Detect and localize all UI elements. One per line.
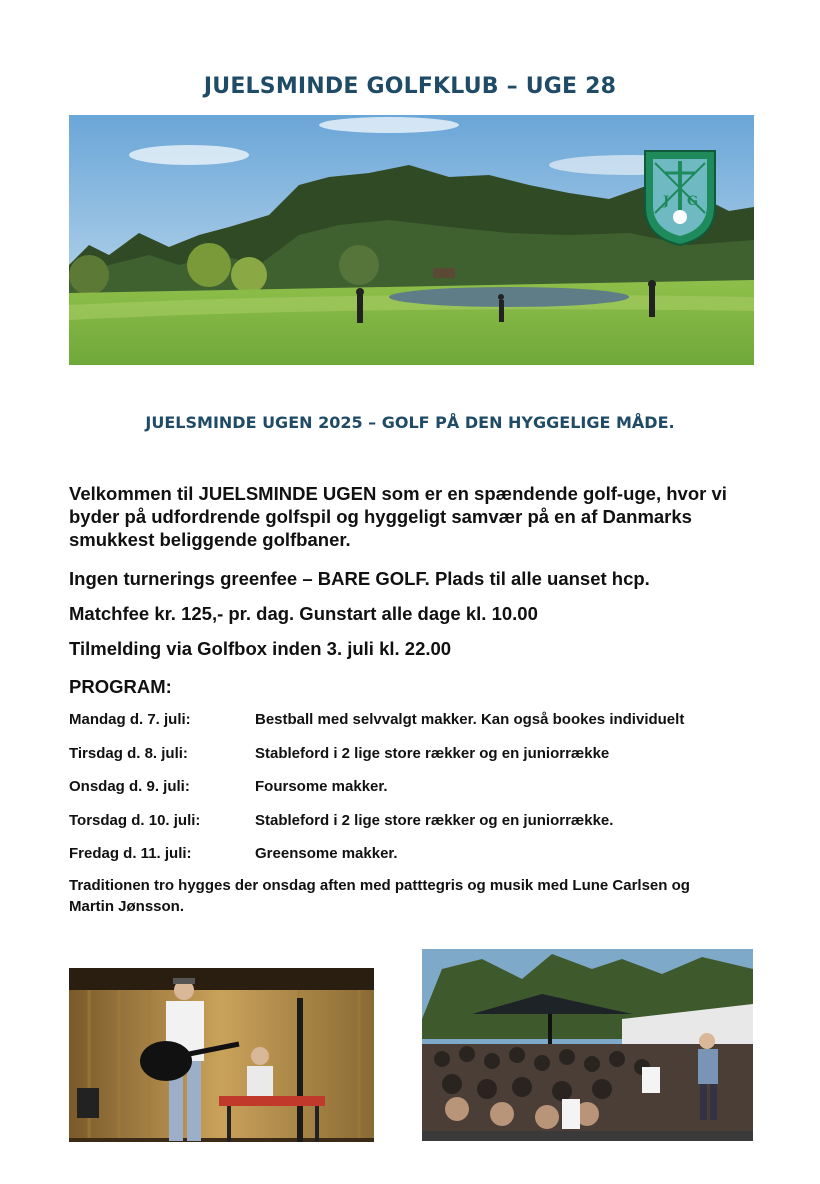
program-description: Stableford i 2 lige store rækker og en juniorrække [255,744,610,762]
club-logo [645,151,715,245]
matchfee-line: Matchfee kr. 125,- pr. dag. Gunstart alle dage kl. 10.00 [69,603,538,624]
greenfee-line: Ingen turnerings greenfee – BARE GOLF. Plads til alle uanset hcp. [69,568,650,589]
program-row [69,745,769,779]
program-row [69,711,769,745]
program-row [69,778,769,812]
program-day: Tirsdag d. 8. juli: [69,744,188,762]
tradition-paragraph: Traditionen tro hygges der onsdag aften med patttegris og musik med Lune Carlsen og Martin Jønsson. [69,877,690,915]
logo-letter-g: G [687,194,699,209]
program-day: Fredag d. 11. juli: [69,845,192,862]
program-heading: PROGRAM: [69,676,172,697]
section-subtitle: JUELSMINDE UGEN 2025 – GOLF PÅ DEN HYGGELIGE MÅDE. [145,413,675,432]
program-day: Torsdag d. 10. juli: [69,811,201,829]
program-description: Bestball med selvvalgt makker. Kan også bookes individuelt [255,711,685,728]
program-row [69,812,769,846]
program-description: Stableford i 2 lige store rækker og en juniorrække. [255,811,614,829]
party-crowd-photo [422,949,753,1141]
program-description: Foursome makker. [255,778,388,795]
program-day: Onsdag d. 9. juli: [69,778,190,795]
program-row [69,845,769,879]
program-description: Greensome makker. [255,845,398,862]
page-title: JUELSMINDE GOLFKLUB – UGE 28 [203,74,617,99]
musicians-photo [69,968,374,1142]
golf-course-photo [69,115,754,365]
signup-line: Tilmelding via Golfbox inden 3. juli kl. 22.00 [69,638,452,659]
logo-letter-j: J [663,194,670,209]
intro-paragraph: Velkommen til JUELSMINDE UGEN som er en spændende golf-uge, hvor vi byder på udfordrende golfspil og hyggeligt samvær på en af Danmarks smukkest beliggende golfbaner. [69,483,727,550]
program-list [69,711,769,879]
program-day: Mandag d. 7. juli: [69,711,191,728]
